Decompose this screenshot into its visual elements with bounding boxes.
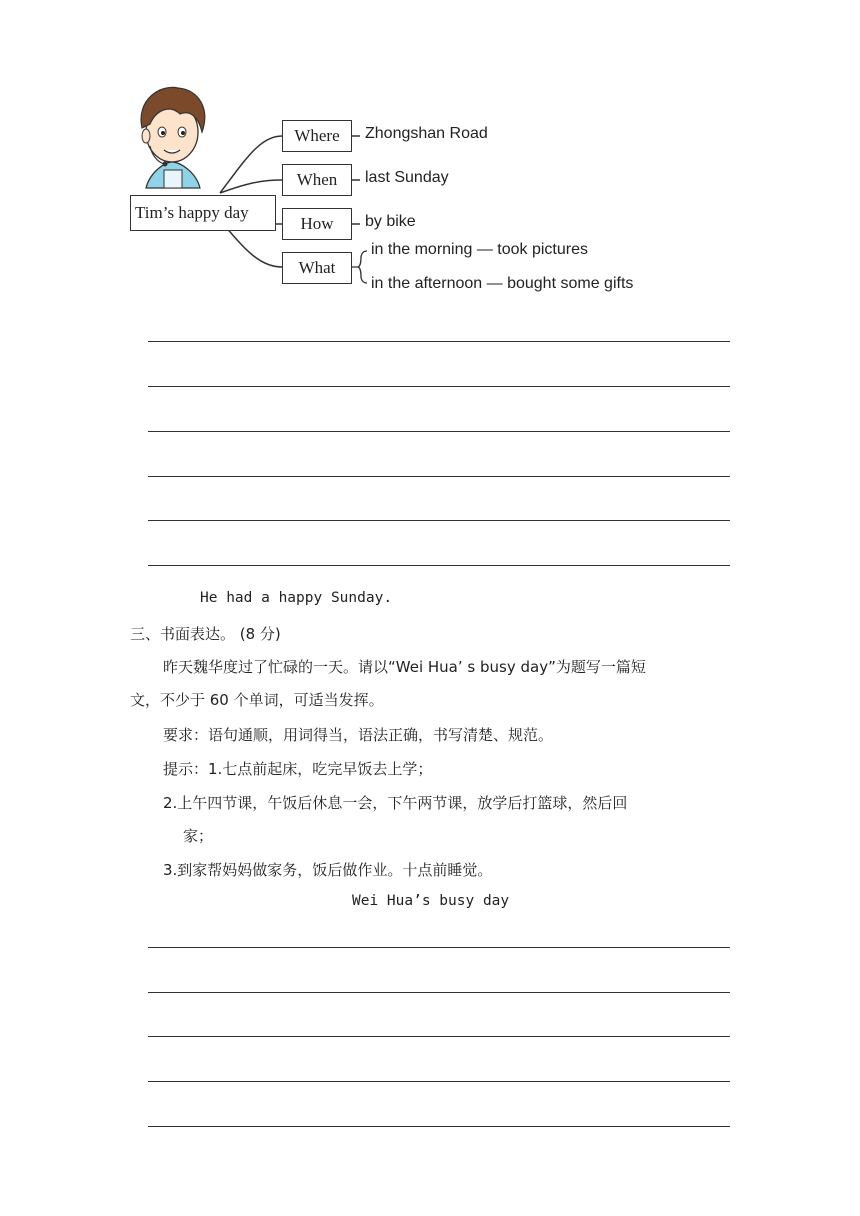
boy-illustration xyxy=(141,87,205,188)
writing-line[interactable] xyxy=(148,386,730,387)
prompt-line-1: 昨天魏华度过了忙碌的一天。请以“Wei Hua’ s busy day”为题写一篇短 xyxy=(163,658,646,676)
hint-2-line-1: 2.上午四节课，午饭后休息一会，下午两节课，放学后打篮球，然后回 xyxy=(163,794,628,812)
writing-line[interactable] xyxy=(148,947,730,948)
detail-what-morning: in the morning — took pictures xyxy=(371,241,588,258)
writing-line[interactable] xyxy=(148,565,730,566)
mind-map xyxy=(120,80,680,310)
essay-title: Wei Hua’s busy day xyxy=(352,893,510,909)
hint-1: 提示：1.七点前起床，吃完早饭去上学； xyxy=(163,760,433,778)
writing-line[interactable] xyxy=(148,520,730,521)
branch-when: When xyxy=(282,164,352,196)
detail-where: Zhongshan Road xyxy=(365,125,488,142)
hint-2-line-2: 家； xyxy=(183,827,214,845)
detail-how: by bike xyxy=(365,213,416,230)
writing-line[interactable] xyxy=(148,431,730,432)
writing-line[interactable] xyxy=(148,1036,730,1037)
center-box: Tim’s happy day xyxy=(130,195,276,231)
ending-sentence: He had a happy Sunday. xyxy=(200,590,393,606)
writing-line[interactable] xyxy=(148,476,730,477)
prompt-line-2: 文，不少于 60 个单词，可适当发挥。 xyxy=(130,691,384,709)
writing-line[interactable] xyxy=(148,1081,730,1082)
hint-3: 3.到家帮妈妈做家务，饭后做作业。十点前睡觉。 xyxy=(163,861,493,879)
writing-line[interactable] xyxy=(148,1126,730,1127)
detail-what-afternoon: in the afternoon — bought some gifts xyxy=(371,275,634,292)
writing-line[interactable] xyxy=(148,992,730,993)
branch-where: Where xyxy=(282,120,352,152)
branch-what: What xyxy=(282,252,352,284)
writing-line[interactable] xyxy=(148,341,730,342)
section-heading: 三、书面表达。 (8 分) xyxy=(130,625,281,643)
detail-when: last Sunday xyxy=(365,169,449,186)
requirement: 要求：语句通顺，用词得当，语法正确，书写清楚、规范。 xyxy=(163,726,554,744)
branch-how: How xyxy=(282,208,352,240)
